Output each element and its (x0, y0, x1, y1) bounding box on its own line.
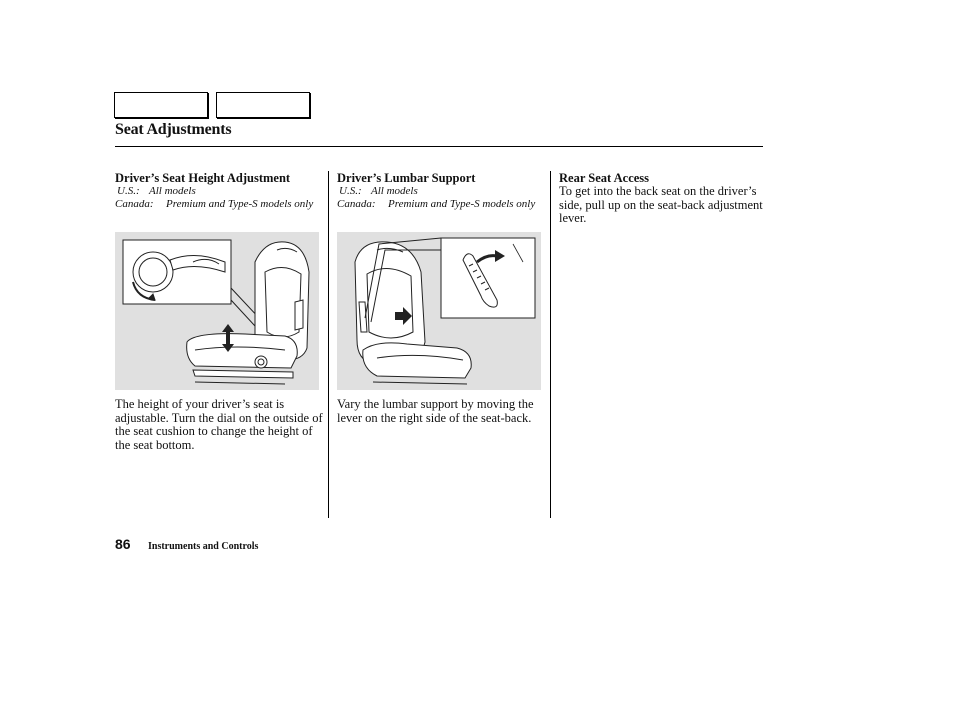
availability-value: All models (371, 185, 418, 197)
availability-value: Premium and Type-S models only (166, 198, 314, 210)
rear-access-body: To get into the back seat on the driver’s side, pull up on the seat-back adjustment lever. (559, 184, 763, 226)
seat-height-availability (115, 185, 325, 211)
availability-value: Premium and Type-S models only (388, 198, 536, 210)
rear-access-heading: Rear Seat Access (559, 171, 650, 185)
lumbar-availability (337, 185, 547, 211)
column-divider-2 (550, 171, 551, 518)
section-name: Instruments and Controls (148, 541, 259, 552)
lumbar-support-illustration (337, 232, 541, 390)
seat-height-paragraph (115, 398, 323, 452)
availability-value: All models (149, 185, 196, 197)
page-number: 86 (115, 536, 131, 552)
lumbar-body: Vary the lumbar support by moving the lever on the right side of the seat-back. (337, 397, 534, 425)
column-seat-height (115, 171, 325, 211)
column-rear-seat-access (559, 171, 769, 226)
nav-tab-box-1[interactable] (114, 92, 208, 118)
title-rule (115, 146, 763, 147)
availability-label: Canada: (337, 198, 376, 210)
seat-height-illustration (115, 232, 319, 390)
availability-label: Canada: (115, 198, 154, 210)
seat-height-body: The height of your driver’s seat is adjustable. Turn the dial on the outside of the seat cushion to change the height of the seat bottom. (115, 397, 323, 452)
lumbar-heading: Driver’s Lumbar Support (337, 171, 476, 185)
column-divider-1 (328, 171, 329, 518)
lumbar-paragraph (337, 398, 545, 425)
availability-label: U.S.: (339, 185, 362, 197)
page-title: Seat Adjustments (115, 121, 232, 138)
availability-label: U.S.: (117, 185, 140, 197)
seat-height-heading: Driver’s Seat Height Adjustment (115, 171, 291, 185)
column-lumbar-support (337, 171, 547, 211)
nav-tab-box-2[interactable] (216, 92, 310, 118)
